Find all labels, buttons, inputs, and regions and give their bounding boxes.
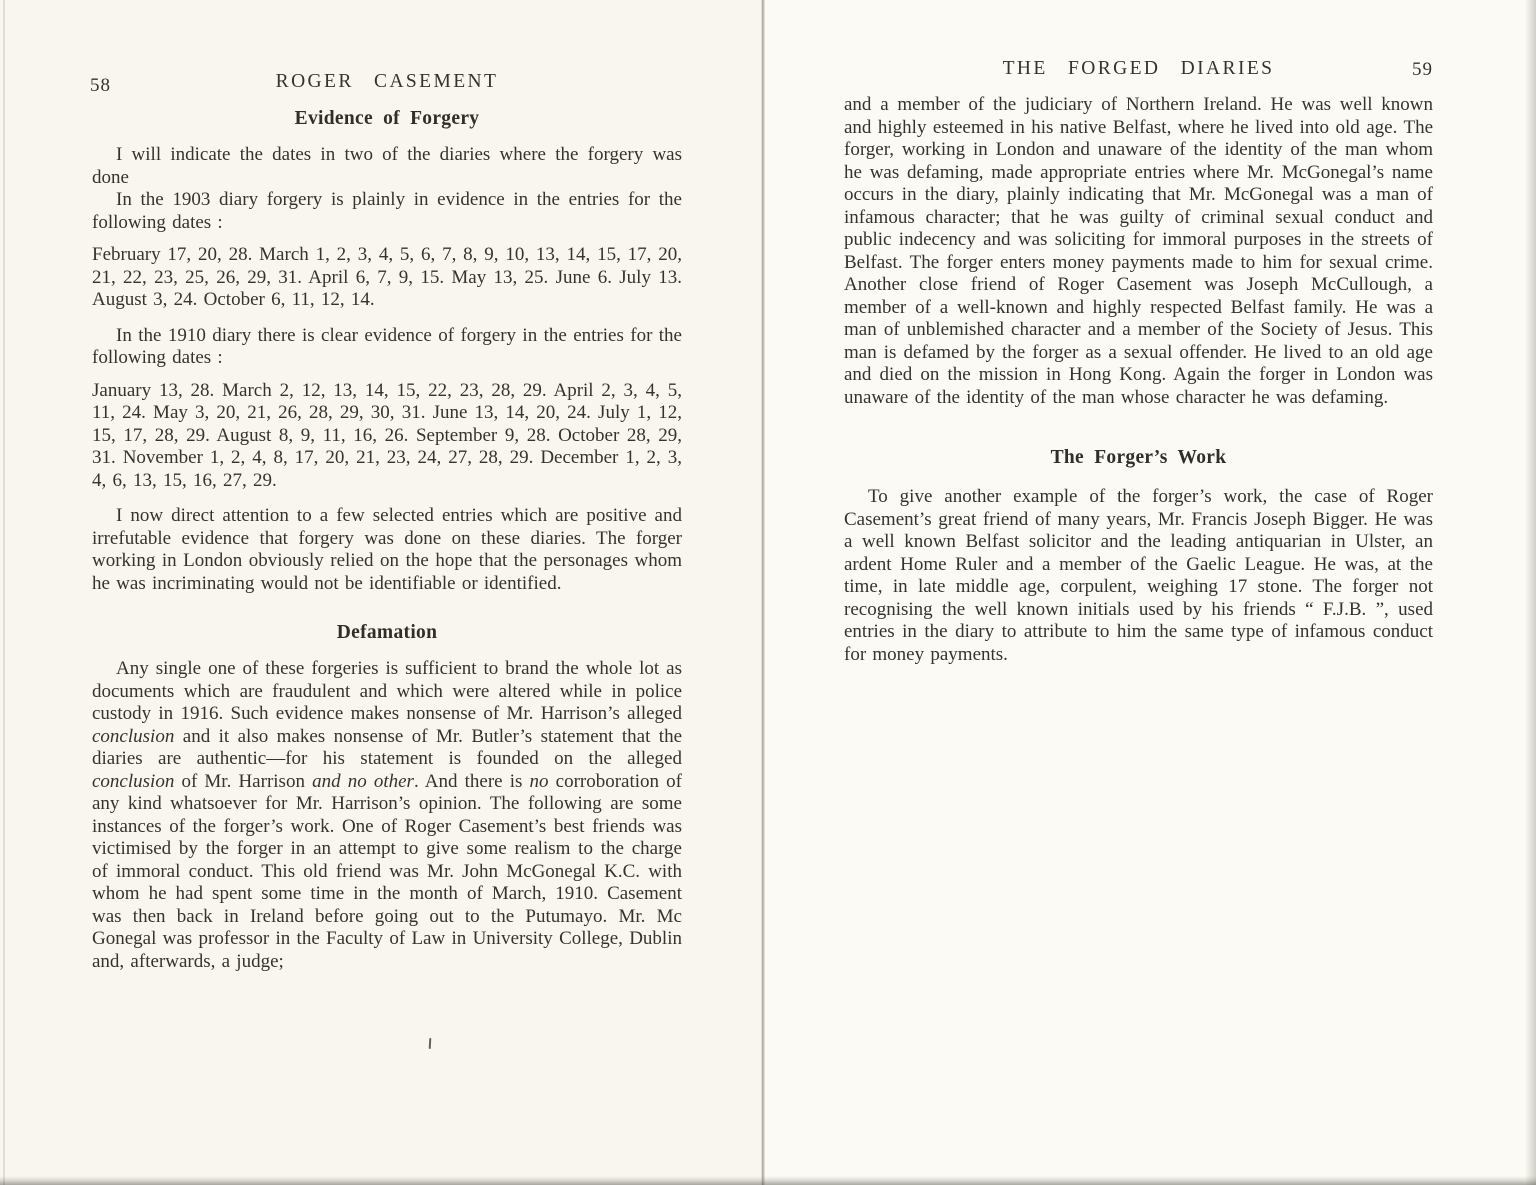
paragraph-direct-attention: I now direct attention to a few selected entries which are positive and irrefutable evidence that forgery was done on these diaries. The forger working in London obviously relied on the hope that the personages whom he was incriminating would not be identifiable or identified. <box>92 505 682 594</box>
paragraph-intro: I will indicate the dates in two of the diaries where the forgery was done <box>92 144 682 188</box>
running-head-left: ROGER CASEMENT <box>275 71 499 92</box>
paragraph-dates-1903: February 17, 20, 28. March 1, 2, 3, 4, 5, 6, 7, 8, 9, 10, 13, 14, 15, 17, 20, 21, 22, 23, 25, 26, 29, 31. April 6, 7, 9, 15. May 13, 25. June 6. July 13. August 3, 24. October 6, 11, 12, 14. <box>92 244 682 310</box>
text-segment: of Mr. Harrison <box>174 770 313 792</box>
text-segment: corroboration of any kind whatsoever for Mr. Harrison’s opinion. The following are some instances of the forger’s work. One of Roger Casement’s best friends was victimised by the forger in an attempt to give some realism to the charge of immoral conduct. This old friend was Mr. John McGonegal K.C. with whom he had spent some time in the month of March, 1910. Casement was then back in Ireland before going out to the Putumayo. Mr. Mc Gonegal was professor in the Faculty of Law in University College, Dublin and, afterwards, a judge; <box>92 770 683 972</box>
page-gutter-shadow <box>761 0 765 1185</box>
italic-text: conclusion <box>92 725 175 747</box>
text-segment: Any single one of these forgeries is sufficient to brand the whole lot as documents which are fraudulent and which were altered while in police custody in 1916. Such evidence makes nonsense of Mr. Harrison’s alleged <box>92 658 682 724</box>
paragraph-1903-intro: In the 1903 diary forgery is plainly in evidence in the entries for the following dates : <box>92 189 682 233</box>
page-59-text-column <box>844 57 1433 666</box>
paragraph-1910-intro: In the 1910 diary there is clear evidence of forgery in the entries for the following dates : <box>92 324 682 368</box>
text-segment: . And there is <box>413 770 530 792</box>
paragraph-forgers-work: To give another example of the forger’s work, the case of Roger Casement’s great friend of many years, Mr. Francis Joseph Bigger. He was a well known Belfast solicitor and the leading antiquarian in Ulster, an ardent Home Ruler and a member of the Gaelic League. He was, at the time, in late middle age, corpulent, weighing 17 stone. The forger not recognising the well known initials used by his friends “ F.J.B. ”, used entries in the diary to attribute to him the same type of infamous conduct for money payments. <box>844 486 1433 665</box>
page-59 <box>765 0 1536 1185</box>
left-page-edge <box>3 0 5 1185</box>
page-number-right: 59 <box>1412 59 1433 80</box>
page-58 <box>0 0 762 1185</box>
paragraph-dates-1910: January 13, 28. March 2, 12, 13, 14, 15, 22, 23, 28, 29. April 2, 3, 4, 5, 11, 24. May 3, 20, 21, 26, 28, 29, 30, 31. June 13, 14, 20, 24. July 1, 12, 15, 17, 28, 29. August 8, 9, 11, 16, 26. September 9, 28. October 28, 29, 31. November 1, 2, 4, 8, 17, 20, 21, 23, 24, 27, 28, 29. December 1, 2, 3, 4, 6, 13, 15, 16, 27, 29. <box>92 379 682 491</box>
page-58-header <box>92 70 682 94</box>
right-page-edge <box>1522 0 1536 1185</box>
bottom-page-edge <box>0 1176 1536 1185</box>
running-head-right: THE FORGED DIARIES <box>1002 58 1275 79</box>
italic-text: conclusion <box>92 770 175 792</box>
paragraph-defamation <box>92 658 682 973</box>
italic-text: and no other <box>312 770 414 792</box>
text-segment: and it also makes nonsense of Mr. Butler’s statement that the diaries are authentic—for his statement is founded on the alleged <box>92 725 682 769</box>
section-heading-defamation: Defamation <box>336 622 438 643</box>
section-heading-forgers-work: The Forger’s Work <box>1050 447 1227 468</box>
page-58-text-column <box>92 70 682 973</box>
section-heading-evidence-of-forgery: Evidence of Forgery <box>294 108 480 129</box>
page-number-left: 58 <box>90 75 111 96</box>
paragraph-continuation: and a member of the judiciary of Northern Ireland. He was well known and highly esteemed in his native Belfast, where he lived into old age. The forger, working in London and unaware of the identity of the man whom he was defaming, made appropriate entries where Mr. McGonegal’s name occurs in the diary, plainly indicating that Mr. McGonegal was a man of infamous character; that he was guilty of criminal sexual conduct and public indecency and was soliciting for immoral purposes in the streets of Belfast. The forger enters money payments made to him for sexual crime. Another close friend of Roger Casement was Joseph McCullough, a member of a well-known and highly respected Belfast family. He was a man of unblemished character and a member of the Society of Jesus. This man is defamed by the forger as a sexual offender. He lived to an old age and died on the mission in Hong Kong. Again the forger in London was unaware of the identity of the man whose character he was defaming. <box>844 94 1433 408</box>
page-59-header <box>844 57 1433 81</box>
italic-text: no <box>529 770 549 792</box>
